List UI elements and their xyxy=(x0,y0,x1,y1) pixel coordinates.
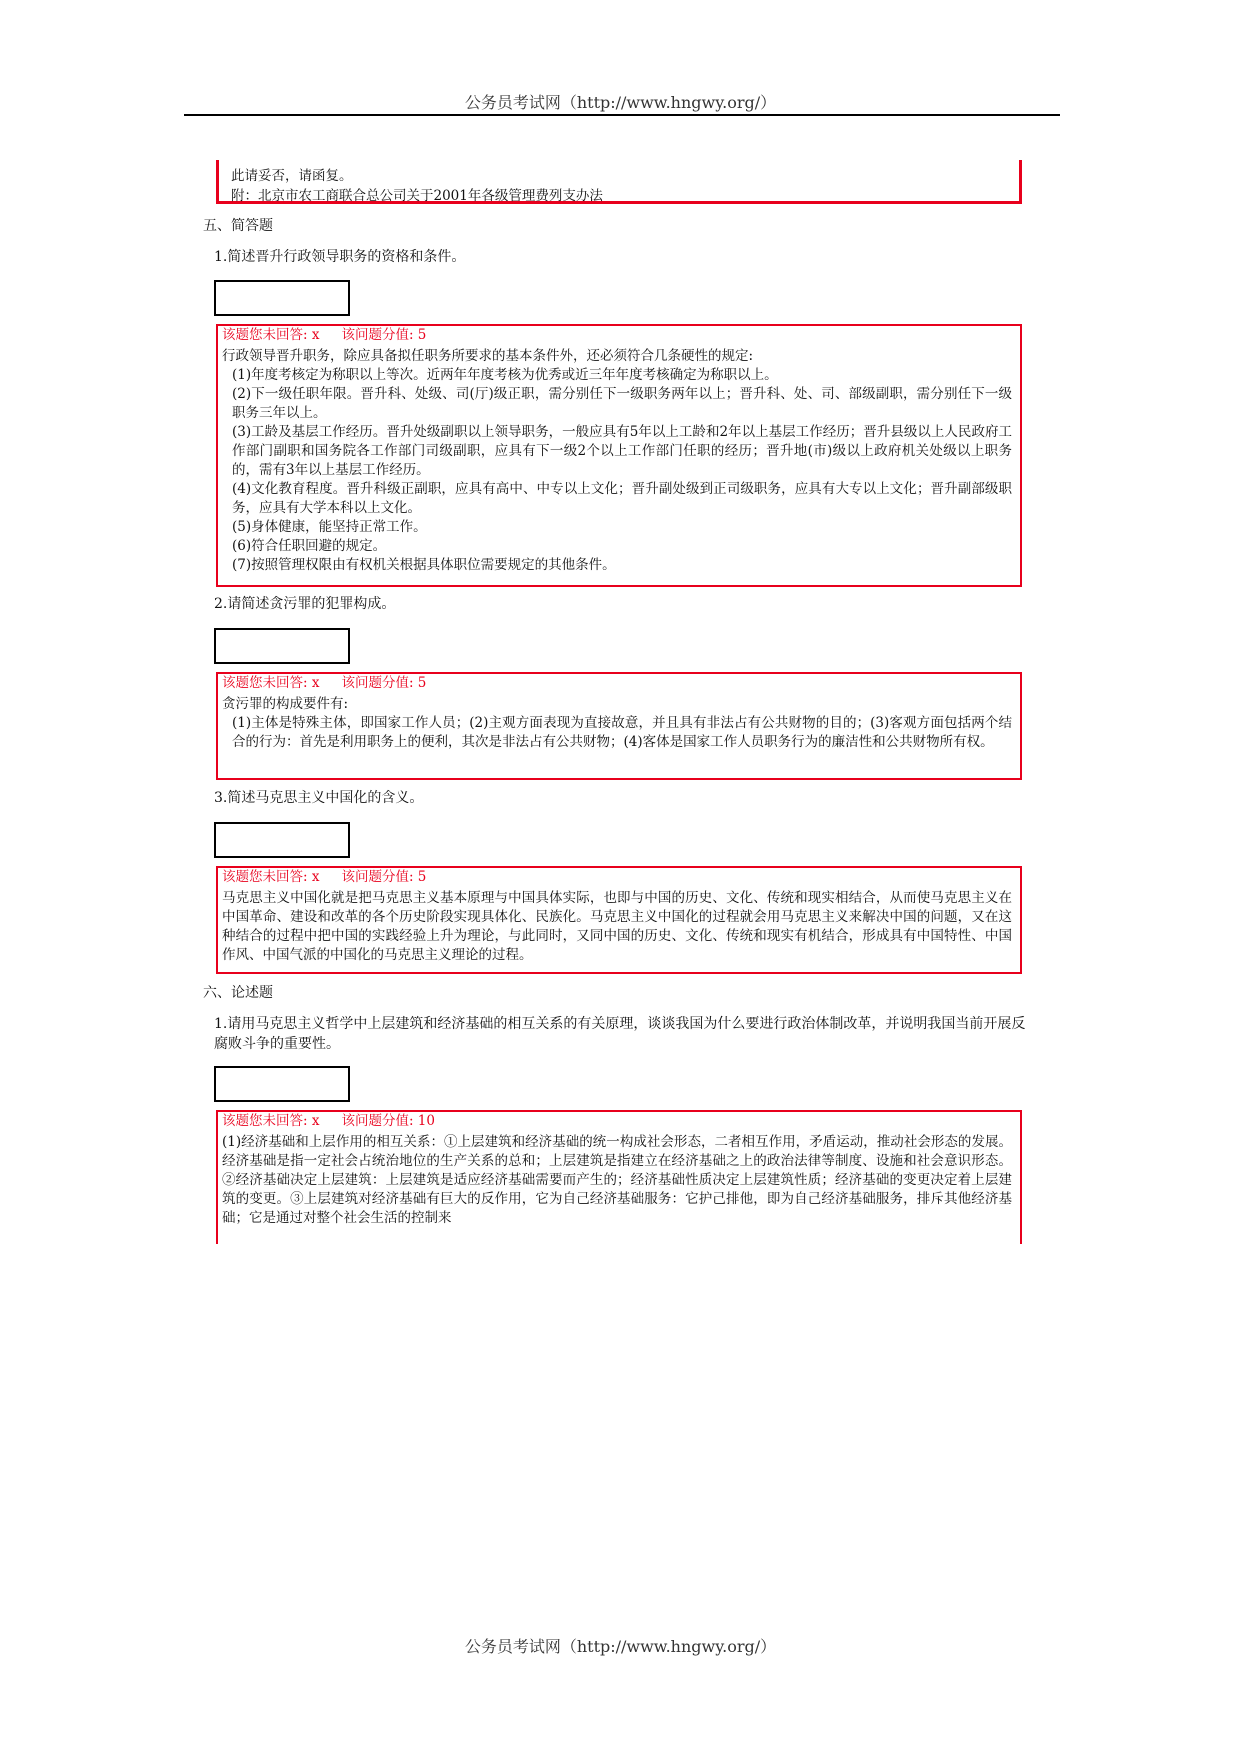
question-prompt: 2.请简述贪污罪的犯罪构成。 xyxy=(214,596,396,612)
answer-key-box xyxy=(216,324,1022,587)
unanswered-label: 该题您未回答: x xyxy=(222,675,320,691)
answer-text: (7)按照管理权限由有权机关根据具体职位需要规定的其他条件。 xyxy=(232,557,616,573)
page-footer: 公务员考试网（http://www.hngwy.org/） xyxy=(464,1637,777,1656)
score-line xyxy=(222,868,1012,886)
answer-text: (2)下一级任职年限。晋升科、处级、司(厅)级正职，需分别任下一级职务两年以上；晋升科、处、司、部级副职，需分别任下一级职务三年以上。 xyxy=(232,386,1012,421)
answer-text: (1)经济基础和上层作用的相互关系：①上层建筑和经济基础的统一构成社会形态，二者相互作用，矛盾运动，推动社会形态的发展。经济基础是指一定社会占统治地位的生产关系的总和；上层建筑是指建立在经济基础之上的政治法律等制度、设施和社会意识形态。②经济基础决定上层建筑：上层建筑是适应经济基础需要而产生的；经济基础性质决定上层建筑性质；经济基础的变更决定着上层建筑的变更。③上层建筑对经济基础有巨大的反作用，它为自己经济基础服务：它护己排他，即为自己经济基础服务，排斥其他经济基础；它是通过对整个社会生活的控制来 xyxy=(222,1134,1012,1226)
score-line xyxy=(222,326,1012,344)
answer-text: (3)工龄及基层工作经历。晋升处级副职以上领导职务，一般应具有5年以上工龄和2年以上基层工作经历；晋升县级以上人民政府工作部门副职和国务院各工作部门司级副职，应具有下一级2个以上工作部门任职的经历；晋升地(市)级以上政府机关处级以上职务的，需有3年以上基层工作经历。 xyxy=(232,424,1012,478)
question-prompt: 1.简述晋升行政领导职务的资格和条件。 xyxy=(214,249,466,265)
answer-text: (1)年度考核定为称职以上等次。近两年年度考核为优秀或近三年年度考核确定为称职以上。 xyxy=(232,367,778,383)
answer-input[interactable] xyxy=(214,822,350,858)
score-label: 该问题分值: 5 xyxy=(341,675,427,691)
section-title: 六、论述题 xyxy=(203,985,273,1001)
answer-input[interactable] xyxy=(214,1066,350,1102)
answer-key-box xyxy=(216,672,1022,780)
previous-answer-fragment xyxy=(216,160,1022,204)
fragment-line: 附：北京市农工商联合总公司关于2001年各级管理费列支办法 xyxy=(231,188,603,204)
score-line xyxy=(222,674,1012,692)
fragment-line: 此请妥否，请函复。 xyxy=(231,168,353,184)
score-line xyxy=(222,1112,1012,1130)
unanswered-label: 该题您未回答: x xyxy=(222,869,320,885)
section-title: 五、简答题 xyxy=(203,218,273,234)
unanswered-label: 该题您未回答: x xyxy=(222,1113,320,1129)
answer-text: 马克思主义中国化就是把马克思主义基本原理与中国具体实际，也即与中国的历史、文化、传统和现实相结合，从而使马克思主义在中国革命、建设和改革的各个历史阶段实现具体化、民族化。马克思主义中国化的过程就会用马克思主义来解决中国的问题，又在这种结合的过程中把中国的实践经验上升为理论，与此同时，又同中国的历史、文化、传统和现实有机结合，形成具有中国特性、中国作风、中国气派的中国化的马克思主义理论的过程。 xyxy=(222,890,1012,963)
score-label: 该问题分值: 10 xyxy=(341,1113,435,1129)
answer-key-box xyxy=(216,866,1022,974)
unanswered-label: 该题您未回答: x xyxy=(222,327,320,343)
answer-text: 贪污罪的构成要件有: xyxy=(222,696,349,712)
score-label: 该问题分值: 5 xyxy=(341,327,427,343)
answer-text: (6)符合任职回避的规定。 xyxy=(232,538,387,554)
score-label: 该问题分值: 5 xyxy=(341,869,427,885)
answer-text: (1)主体是特殊主体，即国家工作人员；(2)主观方面表现为直接故意，并且具有非法占有公共财物的目的；(3)客观方面包括两个结合的行为：首先是利用职务上的便利，其次是非法占有公共财物；(4)客体是国家工作人员职务行为的廉洁性和公共财物所有权。 xyxy=(232,715,1012,750)
page-header: 公务员考试网（http://www.hngwy.org/） xyxy=(464,93,777,112)
header-divider xyxy=(184,114,1060,116)
answer-input[interactable] xyxy=(214,280,350,316)
answer-key-box xyxy=(216,1110,1022,1244)
answer-input[interactable] xyxy=(214,628,350,664)
answer-text: (4)文化教育程度。晋升科级正副职，应具有高中、中专以上文化；晋升副处级到正司级职务，应具有大专以上文化；晋升副部级职务，应具有大学本科以上文化。 xyxy=(232,481,1012,516)
question-prompt: 3.简述马克思主义中国化的含义。 xyxy=(214,790,424,806)
answer-text: 行政领导晋升职务，除应具备拟任职务所要求的基本条件外，还必须符合几条硬性的规定: xyxy=(222,348,754,364)
answer-text: (5)身体健康，能坚持正常工作。 xyxy=(232,519,427,535)
question-prompt: 1.请用马克思主义哲学中上层建筑和经济基础的相互关系的有关原理，谈谈我国为什么要进行政治体制改革，并说明我国当前开展反腐败斗争的重要性。 xyxy=(214,1016,1026,1052)
